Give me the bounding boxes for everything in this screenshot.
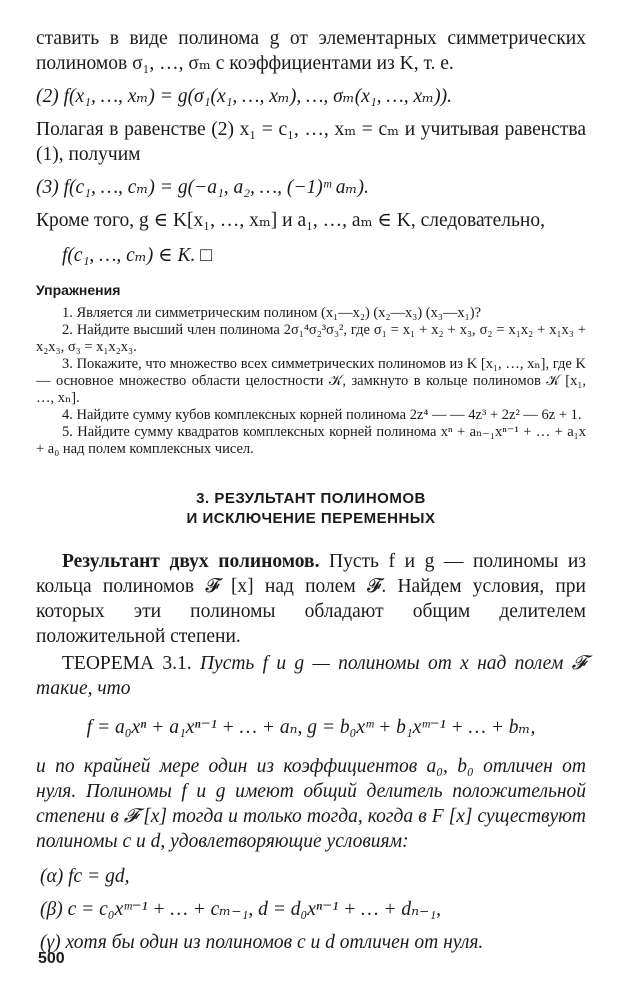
exercise-item: 1. Является ли симметрическим полином (x₁—x₂) (x₂—x₃) (x₃—x₁)? bbox=[62, 305, 482, 321]
exercise-item: 4. Найдите сумму кубов комплексных корней полинома 2z⁴ — — 4z³ + 2z² — 6z + 1. bbox=[62, 407, 582, 423]
page-content bbox=[36, 26, 586, 955]
paragraph-substitution: Полагая в равенстве (2) x₁ = c₁, …, xₘ = cₘ и учитывая равенства (1), получим bbox=[36, 119, 586, 165]
theorem-label: ТЕОРЕМА 3.1. bbox=[62, 653, 192, 674]
exercise-item: 5. Найдите сумму квадратов комплексных корней полинома xⁿ + aₙ₋₁xⁿ⁻¹ + … + a₁x + a₀ над полем комплексных чисел. bbox=[36, 424, 586, 457]
theorem-text: и по крайней мере один из коэффициентов a₀, b₀ отличен от нуля. Полиномы f и g имеют общий делитель положительной степени в 𝓕 [x] тогда и только тогда, когда в F [x] существуют полиномы c и d, удовлетворяющие условиям: bbox=[36, 756, 586, 852]
formula-2: (2) f(x₁, …, xₘ) = g(σ₁(x₁, …, xₘ), …, σₘ(x₁, …, xₘ)). bbox=[36, 86, 452, 107]
formula-3: (3) f(c₁, …, cₘ) = g(−a₁, a₂, …, (−1)ᵐ aₘ). bbox=[36, 177, 369, 198]
exercises-list bbox=[36, 305, 586, 458]
formula-4: f(c₁, …, cₘ) ∈ K. □ bbox=[62, 245, 213, 266]
paragraph-moreover: Кроме того, g ∈ K[x₁, …, xₘ] и a₁, …, aₘ ∈ K, следовательно, bbox=[36, 210, 545, 231]
exercises-heading: Упражнения bbox=[36, 282, 121, 298]
resultant-text: Пусть f и g — полиномы из кольца полиномов 𝓕 [x] над полем 𝓕. Найдем условия, при которых эти полиномы обладают общим делителем положительной степени. bbox=[36, 551, 587, 647]
exercise-item: 3. Покажите, что множество всех симметрических полиномов из K [x₁, …, xₙ], где K — основное множество области целостности 𝒦, замкнуто в кольце полиномов 𝒦 [x₁, …, xₙ]. bbox=[36, 356, 586, 406]
page-number: 500 bbox=[38, 950, 65, 967]
exercise-item: 2. Найдите высший член полинома 2σ₁⁴σ₂³σ₃², где σ₁ = x₁ + x₂ + x₃, σ₂ = x₁x₂ + x₁x₃ + x₂x₃, σ₃ = x₁x₂x₃. bbox=[36, 322, 586, 355]
paragraph-continuation: ставить в виде полинома g от элементарных симметрических полиномов σ₁, …, σₘ с коэффициентами из K, т. е. bbox=[36, 28, 586, 74]
section-title bbox=[36, 490, 586, 527]
theorem-intro: Пусть f и g — полиномы от x над полем 𝓕 такие, что bbox=[36, 653, 586, 699]
condition-alpha: (α) fc = gd, bbox=[40, 866, 130, 887]
paragraph-resultant bbox=[36, 549, 586, 649]
condition-gamma: (γ) хотя бы один из полиномов c и d отличен от нуля. bbox=[40, 932, 484, 953]
section-title-line-1: 3. РЕЗУЛЬТАНТ ПОЛИНОМОВ bbox=[196, 490, 426, 507]
condition-beta: (β) c = c₀xᵐ⁻¹ + … + cₘ₋₁, d = d₀xⁿ⁻¹ + … + dₙ₋₁, bbox=[40, 899, 441, 920]
resultant-lead: Результант двух полиномов. bbox=[62, 551, 320, 572]
theorem-statement bbox=[36, 651, 586, 701]
section-title-line-2: И ИСКЛЮЧЕНИЕ ПЕРЕМЕННЫХ bbox=[186, 510, 436, 527]
theorem-formula: f = a₀xⁿ + a₁xⁿ⁻¹ + … + aₙ, g = b₀xᵐ + b₁xᵐ⁻¹ + … + bₘ, bbox=[86, 717, 536, 738]
